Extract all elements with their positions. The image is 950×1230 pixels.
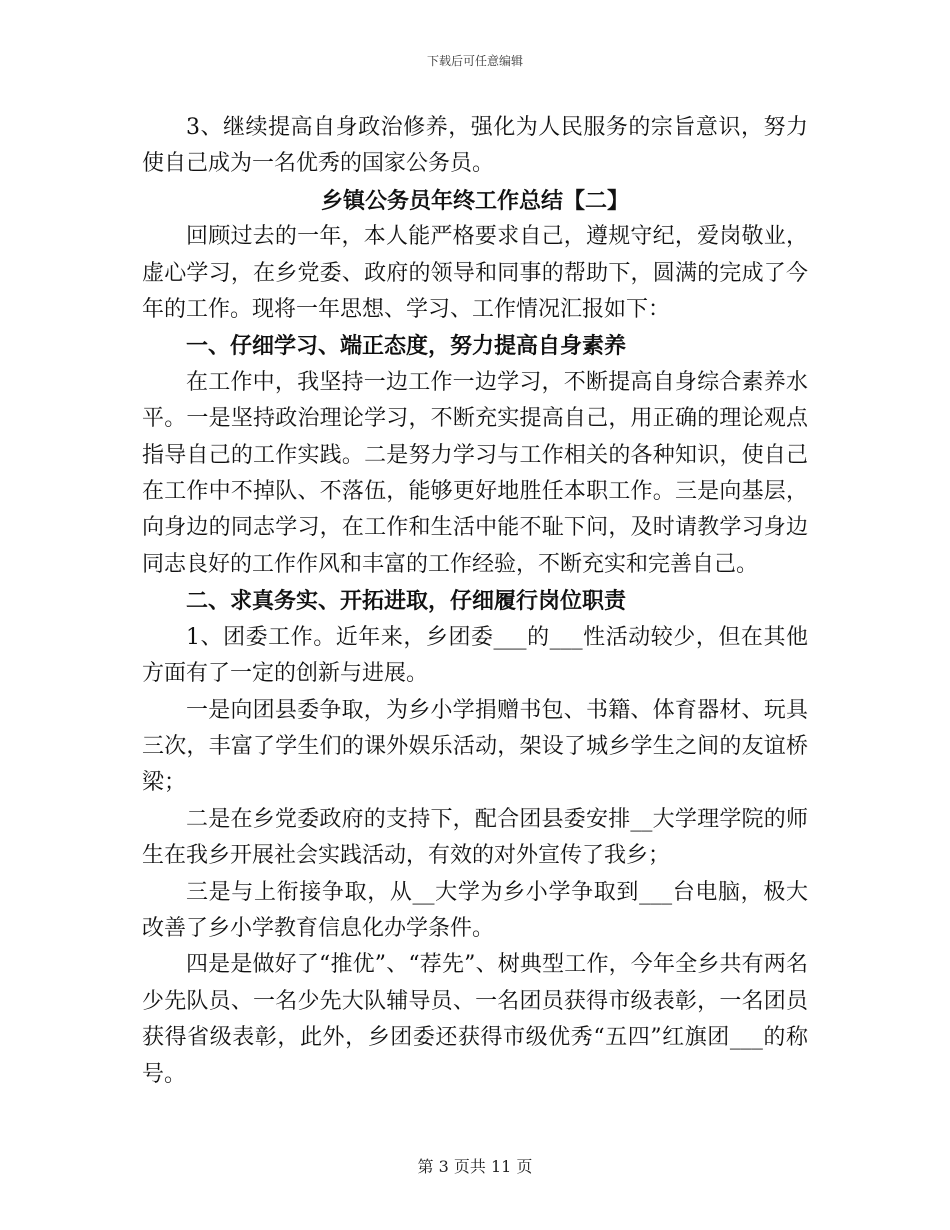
section-heading: 二、求真务实、开拓进取，仔细履行岗位职责 (186, 588, 627, 615)
section-title: 乡镇公务员年终工作总结【二】 (320, 187, 629, 214)
document-body (142, 110, 808, 1093)
body-paragraph: 3、继续提高自身政治修养，强化为人民服务的宗旨意识，努力使自己成为一名优秀的国家公务员。 (142, 115, 808, 177)
body-paragraph: 在工作中，我坚持一边工作一边学习，不断提高自身综合素养水平。一是坚持政治理论学习，不断充实提高自己，用正确的理论观点指导自己的工作实践。二是努力学习与工作相关的各种知识，使自己在工作中不掉队、不落伍，能够更好地胜任本职工作。三是向基层，向身边的同志学习，在工作和生活中能不耻下问，及时请教学习身边同志良好的工作作风和丰富的工作经验，不断充实和完善自己。 (142, 369, 808, 577)
body-paragraph: 二是在乡党委政府的支持下，配合团县委安排__大学理学院的师生在我乡开展社会实践活动，有效的对外宣传了我乡； (142, 806, 808, 869)
body-paragraph: 三是与上衔接争取，从__大学为乡小学争取到___台电脑，极大改善了乡小学教育信息化办学条件。 (142, 879, 808, 941)
page-footer: 第 3 页共 11 页 (417, 1157, 533, 1176)
body-paragraph: 四是是做好了“推优”、“荐先”、树典型工作，今年全乡共有两名少先队员、一名少先大队辅导员、一名团员获得市级表彰，一名团员获得省级表彰，此外，乡团委还获得市级优秀“五四”红旗团___的称号。 (142, 952, 808, 1087)
body-paragraph: 1、团委工作。近年来，乡团委___的___性活动较少，但在其他方面有了一定的创新与进展。 (142, 624, 808, 687)
body-paragraph: 回顾过去的一年，本人能严格要求自己，遵规守纪，爱岗敬业，虚心学习，在乡党委、政府的领导和同事的帮助下，圆满的完成了今年的工作。现将一年思想、学习、工作情况汇报如下： (142, 224, 808, 323)
page-header: 下载后可任意编辑 (426, 54, 523, 68)
body-paragraph: 一是向团县委争取，为乡小学捐赠书包、书籍、体育器材、玩具三次，丰富了学生们的课外娱乐活动，架设了城乡学生之间的友谊桥梁； (142, 697, 808, 796)
section-heading: 一、仔细学习、端正态度，努力提高自身素养 (186, 333, 627, 360)
